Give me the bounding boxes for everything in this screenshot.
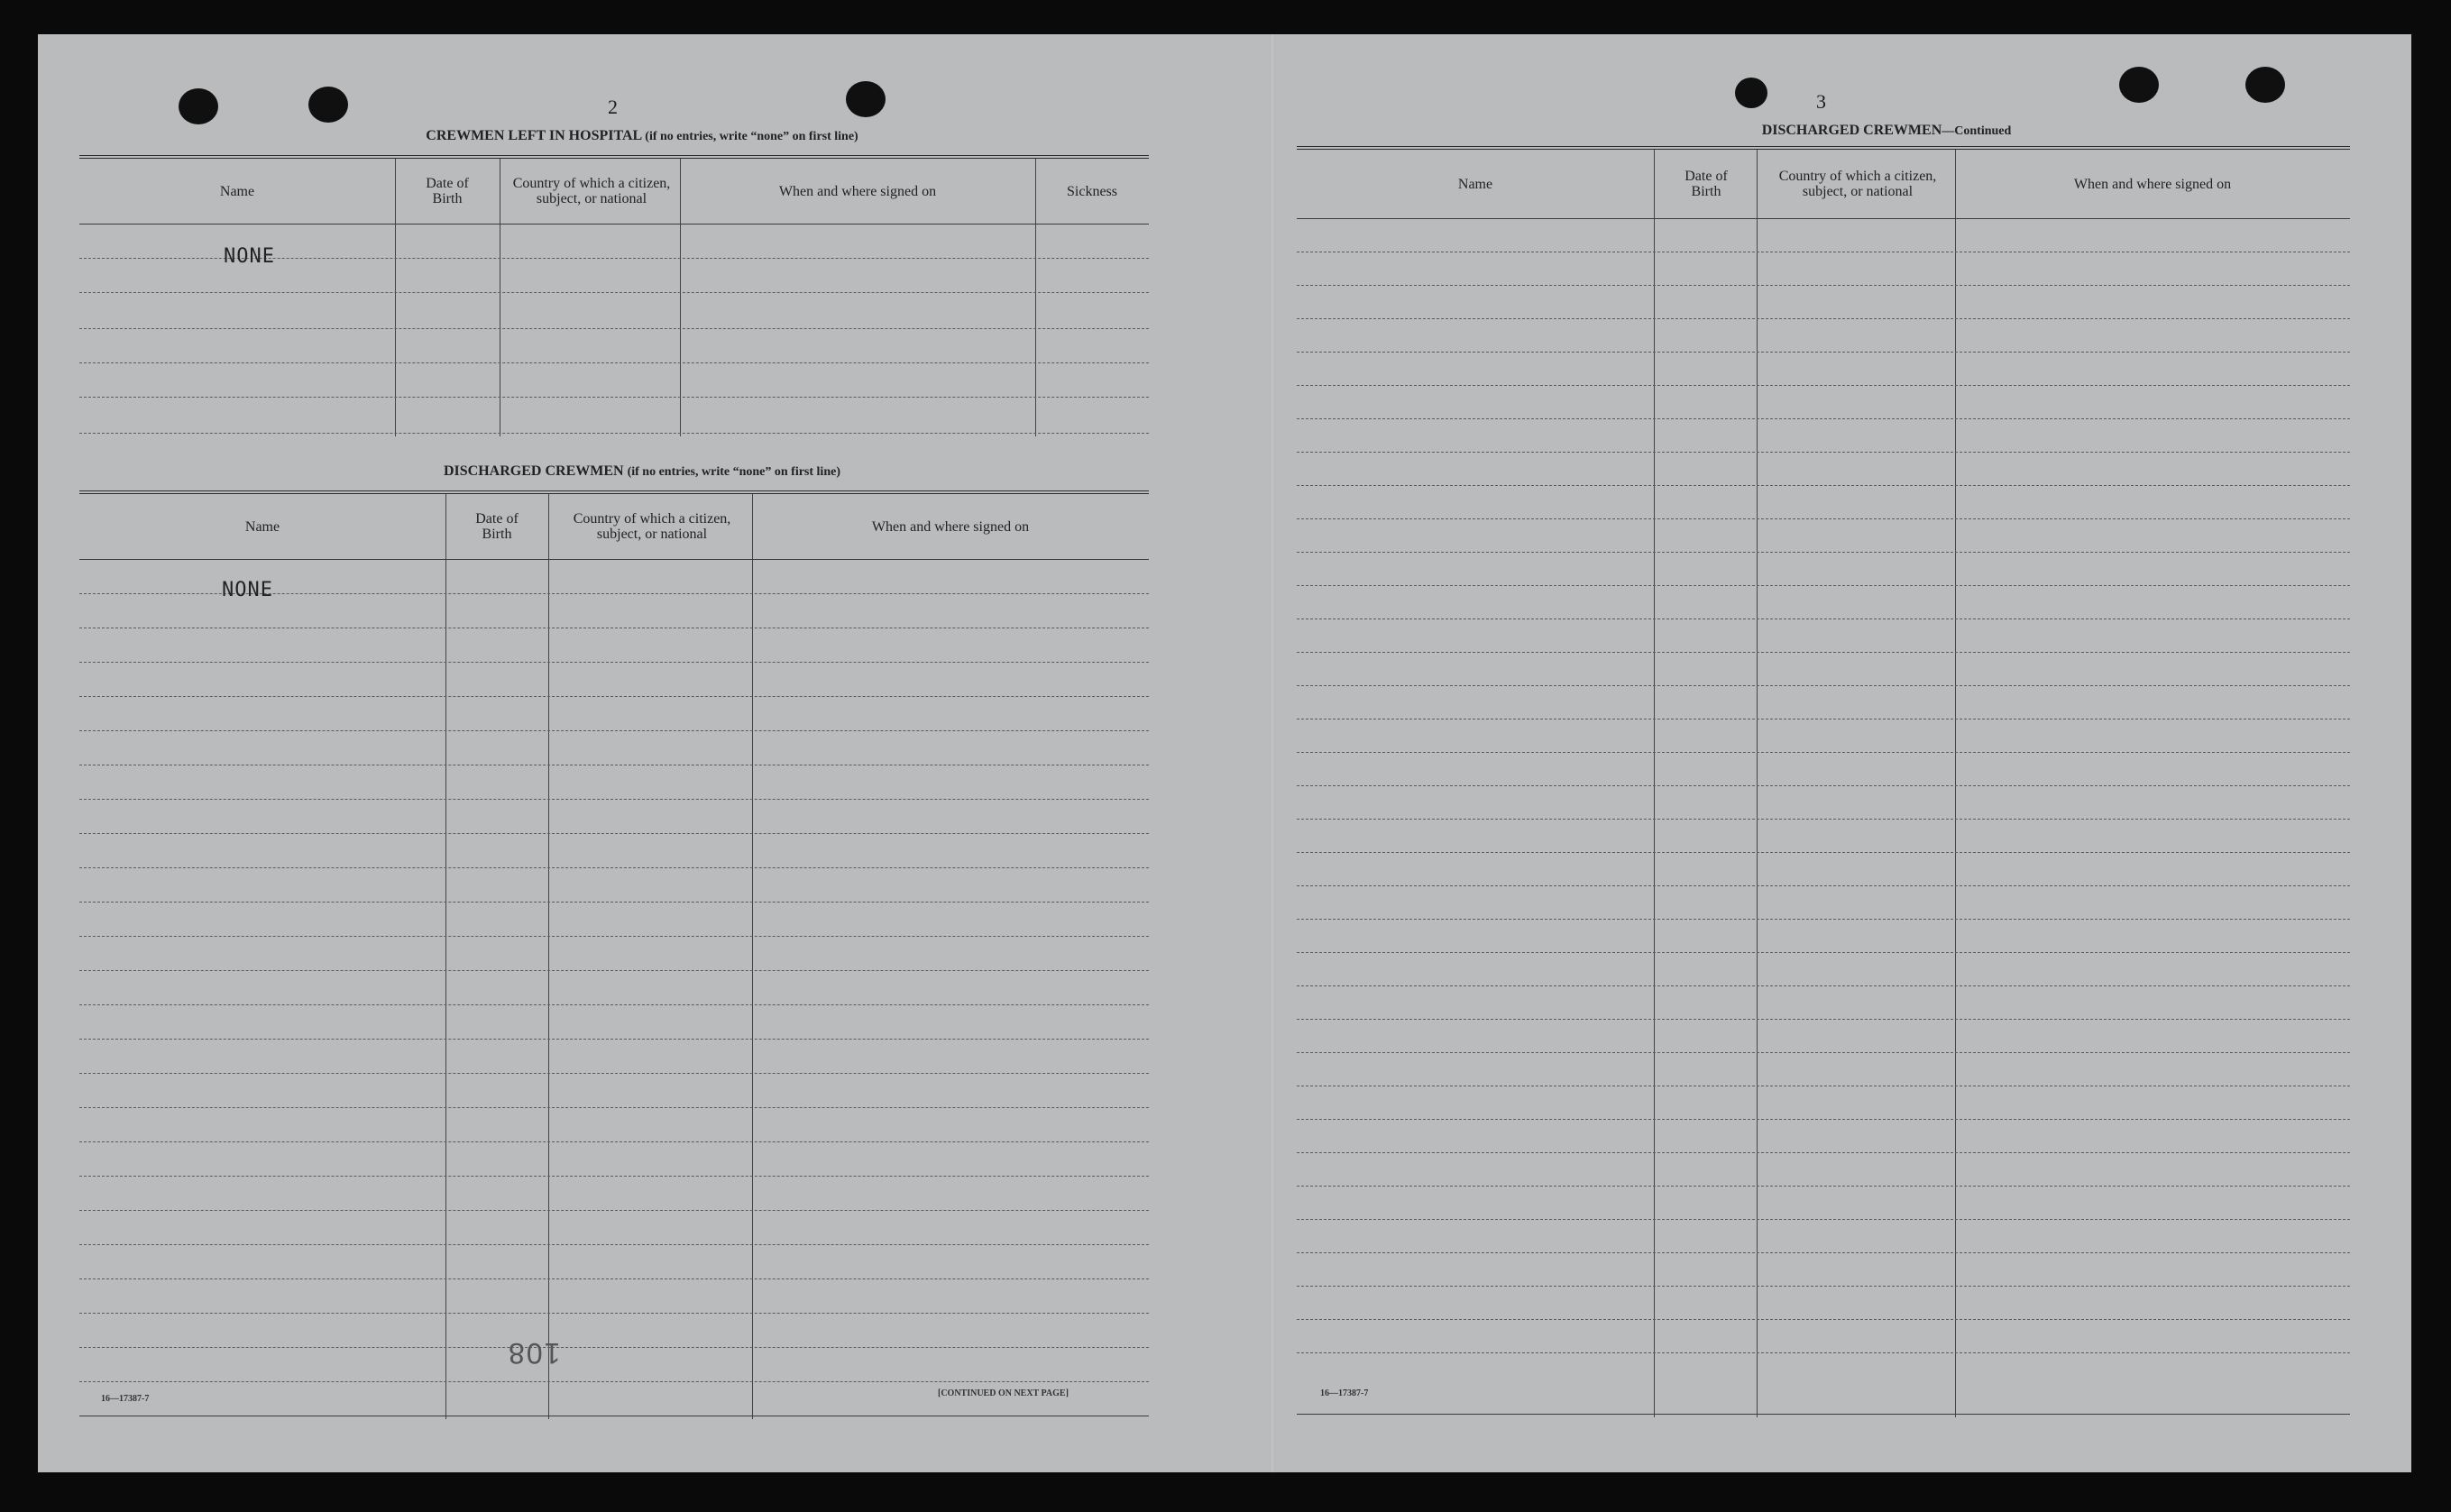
page-stamp: 108 xyxy=(507,1337,561,1370)
page-number-right: 3 xyxy=(1816,90,1826,113)
punch-hole xyxy=(2119,67,2159,103)
continued-col-dob: Date of Birth xyxy=(1684,169,1728,199)
discharged-title xyxy=(227,463,1057,480)
form-number-right: 16—17387-7 xyxy=(1320,1388,1369,1398)
page-fold xyxy=(1270,34,1275,1472)
hospital-col-signed-on: When and where signed on xyxy=(778,183,937,199)
hospital-col-sickness: Sickness xyxy=(1067,183,1117,199)
discharged-title-text: DISCHARGED CREWMEN xyxy=(444,463,624,479)
hospital-title-note: (if no entries, write “none” on first line) xyxy=(645,130,858,143)
discharged-col-name: Name xyxy=(244,518,280,535)
continued-col-country: Country of which a citizen, subject, or national xyxy=(1778,169,1937,199)
discharged-first-entry: NONE xyxy=(222,579,273,601)
discharged-table-right xyxy=(1297,146,2350,1417)
punch-hole xyxy=(2245,67,2285,103)
hospital-first-entry: NONE xyxy=(224,245,275,268)
hospital-title xyxy=(227,128,1057,144)
hospital-table xyxy=(79,155,1149,436)
hospital-col-country: Country of which a citizen, subject, or national xyxy=(512,176,671,206)
manifest-sheet xyxy=(38,34,2411,1472)
discharged-continued-title-text: DISCHARGED CREWMEN xyxy=(1761,123,1942,138)
continued-col-signed-on: When and where signed on xyxy=(2073,176,2232,192)
discharged-col-dob: Date of Birth xyxy=(475,511,519,542)
discharged-title-note: (if no entries, write “none” on first line) xyxy=(627,465,840,479)
punch-hole xyxy=(179,88,218,124)
discharged-continued-title xyxy=(1571,123,2202,139)
discharged-table-left xyxy=(79,490,1149,1419)
punch-hole xyxy=(846,81,886,117)
discharged-continued-title-note: —Continued xyxy=(1942,124,2012,138)
hospital-col-dob: Date of Birth xyxy=(426,176,469,206)
page-number-left: 2 xyxy=(608,96,618,118)
continued-col-name: Name xyxy=(1457,176,1493,192)
punch-hole xyxy=(1735,78,1767,108)
discharged-col-signed-on: When and where signed on xyxy=(871,518,1030,535)
discharged-col-country: Country of which a citizen, subject, or national xyxy=(573,511,731,542)
punch-hole xyxy=(308,87,348,123)
form-number-left: 16—17387-7 xyxy=(101,1394,150,1404)
hospital-title-text: CREWMEN LEFT IN HOSPITAL xyxy=(426,128,642,143)
continued-note: [CONTINUED ON NEXT PAGE] xyxy=(938,1388,1069,1398)
hospital-col-name: Name xyxy=(219,183,255,199)
